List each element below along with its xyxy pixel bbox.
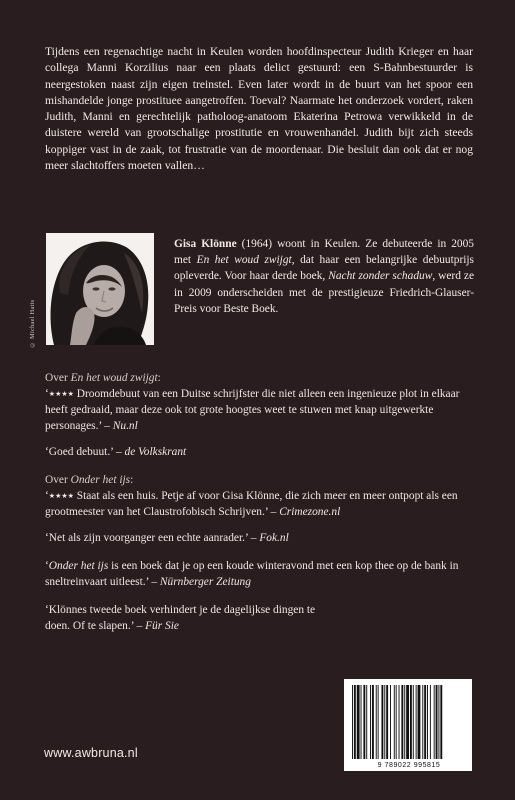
barcode-bar <box>363 685 365 759</box>
isbn-barcode <box>344 679 472 771</box>
barcode-bar <box>354 685 356 759</box>
review-group-heading <box>45 472 475 488</box>
author-bio <box>174 236 474 317</box>
barcode-bar <box>418 685 421 759</box>
review-quote: ‘★★★★ Staat als een huis. Petje af voor Gisa Klönne, die zich meer en meer ontpopt als een grootmeester van het Claustrofobisch Schrijven.’ – Crimezone.nl <box>45 490 458 518</box>
reviews <box>45 370 475 644</box>
bio-book-title-3: Nacht zonder schaduw <box>328 270 433 283</box>
review-source: de Volkskrant <box>124 446 187 458</box>
barcode-bar <box>386 685 388 759</box>
barcode-bar <box>384 685 385 759</box>
bio-book-title-1: En het woud zwijgt <box>196 254 292 267</box>
barcode-bar <box>390 685 391 759</box>
photo-credit: © Michael Hatis <box>29 299 36 348</box>
barcode-bar <box>378 685 379 759</box>
barcode-bar <box>424 685 426 759</box>
review-quote-block <box>45 444 475 460</box>
barcode-bar <box>416 685 417 759</box>
barcode-bar <box>440 685 442 759</box>
barcode-bar <box>394 685 395 759</box>
synopsis-text: Tijdens een regenachtige nacht in Keulen worden hoofdinspecteur Judith Krieger en haar collega Manni Korzilius naar een plaats delict gestuurd: een S-Bahnbestuurder is neergestoken naast zijn eigen treinstel. Even later wordt in de buurt van het spoor een mishandelde jonge prostituee aangetroffen. Toeval? Naarmate het onderzoek vordert, raken Judith, Manni en gerechtelijk patholoog-anatoom Ekaterina Petrowa verwikkeld in de duistere wereld van grootschalige prostitutie en vrouwenhandel. Judith bijt zich steeds koppiger vast in de zaak, tot frustratie van de moordenaar. Die besluit dan ook dat er nog meer slachtoffers moeten vallen… <box>45 45 473 173</box>
publisher-url: www.awbruna.nl <box>44 746 138 760</box>
isbn-number: 9 789022 995815 <box>377 762 441 769</box>
review-text: is een boek dat je op een koude winteravond met een kop thee op de bank in sneltreinvaart uitleest.’ – <box>45 560 459 588</box>
review-source: Crimezone.nl <box>279 506 341 518</box>
barcode-bar <box>399 685 400 759</box>
synopsis <box>45 44 473 174</box>
review-quote-block <box>45 602 330 634</box>
review-source: Fok.nl <box>259 532 289 544</box>
author-name: Gisa Klönne <box>174 238 237 250</box>
review-source: Für Sie <box>145 620 179 632</box>
heading-prefix: Over <box>45 474 71 486</box>
barcode-bar <box>372 685 374 759</box>
barcode-bar <box>370 685 371 759</box>
barcode-bar <box>406 685 409 759</box>
review-quote: ‘★★★★ Droomdebuut van een Duitse schrijfster die niet alleen een ingenieuze plot in elkaar heeft gedraaid, maar deze ook tot grote hoogtes weet te stuwen met knap uitgewerkte personages.’ – Nu.nl <box>45 388 460 432</box>
barcode-bar <box>422 685 423 759</box>
barcode-bar <box>352 685 353 759</box>
heading-book-title: Onder het ijs <box>70 474 131 486</box>
review-text: ‘Klönnes tweede boek verhindert je de dagelijkse dingen te doen. Of te slapen.’ – <box>45 604 316 632</box>
review-group-heading <box>45 370 475 386</box>
bio-text-3: , werd ze in 2009 onderscheiden met de prestigieuze Friedrich-Glauser-Preis voor Beste Boek. <box>174 270 474 315</box>
barcode-bar <box>357 685 360 759</box>
review-text: Staat als een huis. Petje af voor Gisa Klönne, die zich meer en meer ontpopt als een grootmeester van het Claustrofobisch Schrijven.’ – <box>45 490 458 518</box>
bio-text-2: , dat haar een belangrijke debuutprijs opleverde. Voor haar derde boek, <box>174 254 474 283</box>
barcode-bar <box>410 685 412 759</box>
heading-suffix: : <box>130 474 134 486</box>
review-source: Nu.nl <box>112 420 138 432</box>
author-portrait-image <box>46 233 154 345</box>
heading-suffix: : <box>157 372 161 384</box>
star-rating: ★★★★ <box>48 390 74 398</box>
barcode-bar <box>401 685 403 759</box>
review-text: Droomdebuut van een Duitse schrijfster die niet alleen een ingenieuze plot in elkaar heeft gedraaid, maar deze ook tot grote hoogtes weet te stuwen met knap uitgewerkte personages.’ – <box>45 388 460 432</box>
barcode-bar <box>366 685 367 759</box>
barcode-bar <box>436 685 438 759</box>
barcode-bar <box>381 685 383 759</box>
barcode-bar <box>361 685 362 759</box>
barcode-bar <box>438 685 439 759</box>
barcode-bar <box>434 685 435 759</box>
review-text: ‘Net als zijn voorganger een echte aanrader.’ – <box>45 532 260 544</box>
star-rating: ★★★★ <box>48 492 74 500</box>
author-photo <box>46 233 154 345</box>
review-quote-block <box>45 530 475 546</box>
barcode-bar <box>404 685 405 759</box>
review-source: Nürnberger Zeitung <box>159 576 251 588</box>
barcode-bar <box>376 685 377 759</box>
barcode-bar <box>430 685 431 759</box>
review-group-1 <box>45 370 475 434</box>
review-text: ‘Goed debuut.’ – <box>45 446 125 458</box>
barcode-bar <box>413 685 414 759</box>
heading-prefix: Over <box>45 372 71 384</box>
review-group-2 <box>45 472 475 520</box>
review-book-title: Onder het ijs <box>48 560 109 572</box>
barcode-bar <box>396 685 397 759</box>
bio-text-1: (1964) woont in Keulen. Ze debuteerde in 2005 met <box>174 238 474 267</box>
review-quote-block: ‘Onder het ijs is een boek dat je op een koude winteravond met een kop thee op de bank in sneltreinvaart uitleest.’ – Nürnberger Zeitung <box>45 560 459 588</box>
barcode-bars <box>344 679 472 771</box>
barcode-bar <box>427 685 428 759</box>
heading-book-title: En het woud zwijgt <box>70 372 158 384</box>
